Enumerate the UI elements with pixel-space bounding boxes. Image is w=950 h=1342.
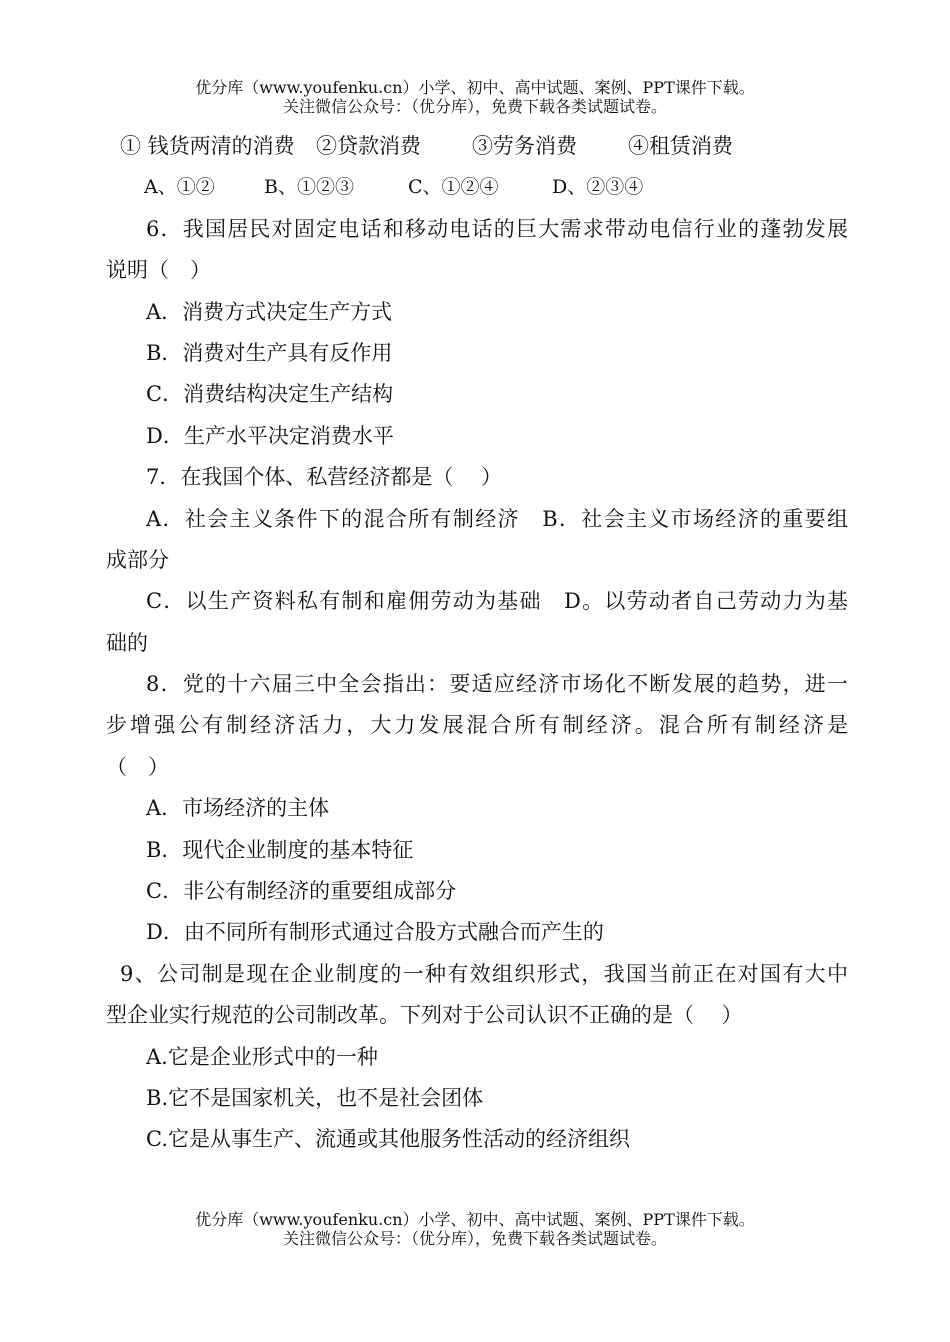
q6-option-a: A．消费方式决定生产方式 (146, 299, 393, 324)
page-header (0, 78, 950, 116)
q6-stem-line-1: 6．我国居民对固定电话和移动电话的巨大需求带动电信行业的蓬勃发展 (146, 216, 848, 241)
page-footer (0, 1210, 950, 1248)
document-body (106, 126, 848, 1161)
q6-stem-line-2: 说明（ ） (106, 258, 211, 283)
q6-option-b: B．消费对生产具有反作用 (146, 340, 393, 365)
q5-choice-b: B、①②③ (264, 176, 354, 199)
q8-option-c: C．非公有制经济的重要组成部分 (146, 879, 457, 904)
q8-stem-line-2: 步增强公有制经济活力，大力发展混合所有制经济。混合所有制经济是 (106, 713, 848, 738)
q8-option-b: B．现代企业制度的基本特征 (146, 837, 414, 862)
q6-option-c: C．消费结构决定生产结构 (146, 382, 394, 407)
q7-options-line-1: A．社会主义条件下的混合所有制经济 B．社会主义市场经济的重要组 (146, 506, 848, 531)
q5-item-2: ②贷款消费 (316, 134, 421, 158)
q8-stem-line-1: 8．党的十六届三中全会指出：要适应经济市场化不断发展的趋势，进一 (146, 672, 848, 697)
q5-items (106, 126, 848, 167)
q7-options-line-2: 成部分 (106, 547, 169, 572)
q8-stem-line-3: （ ） (106, 754, 169, 779)
q5-item-3: ③劳务消费 (472, 134, 577, 158)
q6-option-d: D．生产水平决定消费水平 (146, 423, 394, 448)
q5-item-1: ① 钱货两清的消费 (120, 134, 295, 158)
header-line-1: 优分库（www.youfenku.cn）小学、初中、高中试题、案例、PPT课件下载。 (195, 78, 755, 97)
q5-choice-a: A、①② (144, 176, 215, 199)
q7-options-line-4: 础的 (106, 630, 148, 655)
q8-option-d: D．由不同所有制形式通过合股方式融合而产生的 (146, 920, 604, 945)
q9-option-a: A.它是企业形式中的一种 (146, 1044, 378, 1069)
q9-stem-line-2: 型企业实行规范的公司制改革。下列对于公司认识不正确的是（ ） (106, 1003, 743, 1028)
footer-line-2: 关注微信公众号：（优分库），免费下载各类试题试卷。 (282, 1229, 667, 1248)
q7-stem: 7．在我国个体、私营经济都是（ ） (146, 465, 503, 490)
q5-choice-d: D、②③④ (552, 176, 644, 199)
footer-line-1: 优分库（www.youfenku.cn）小学、初中、高中试题、案例、PPT课件下载。 (195, 1210, 755, 1229)
q5-choice-c: C、①②④ (408, 176, 499, 199)
q9-option-c: C.它是从事生产、流通或其他服务性活动的经济组织 (146, 1127, 630, 1152)
q9-stem-line-1: 9、公司制是现在企业制度的一种有效组织形式，我国当前正在对国有大中 (120, 961, 848, 986)
q8-option-a: A．市场经济的主体 (146, 796, 330, 821)
q7-options-line-3: C．以生产资料私有制和雇佣劳动为基础 D。以劳动者自己劳动力为基 (146, 589, 848, 614)
q9-option-b: B.它不是国家机关，也不是社会团体 (146, 1085, 484, 1110)
header-line-2: 关注微信公众号：（优分库），免费下载各类试题试卷。 (282, 97, 667, 116)
q5-item-4: ④租赁消费 (628, 134, 733, 158)
q5-choices (106, 167, 848, 208)
